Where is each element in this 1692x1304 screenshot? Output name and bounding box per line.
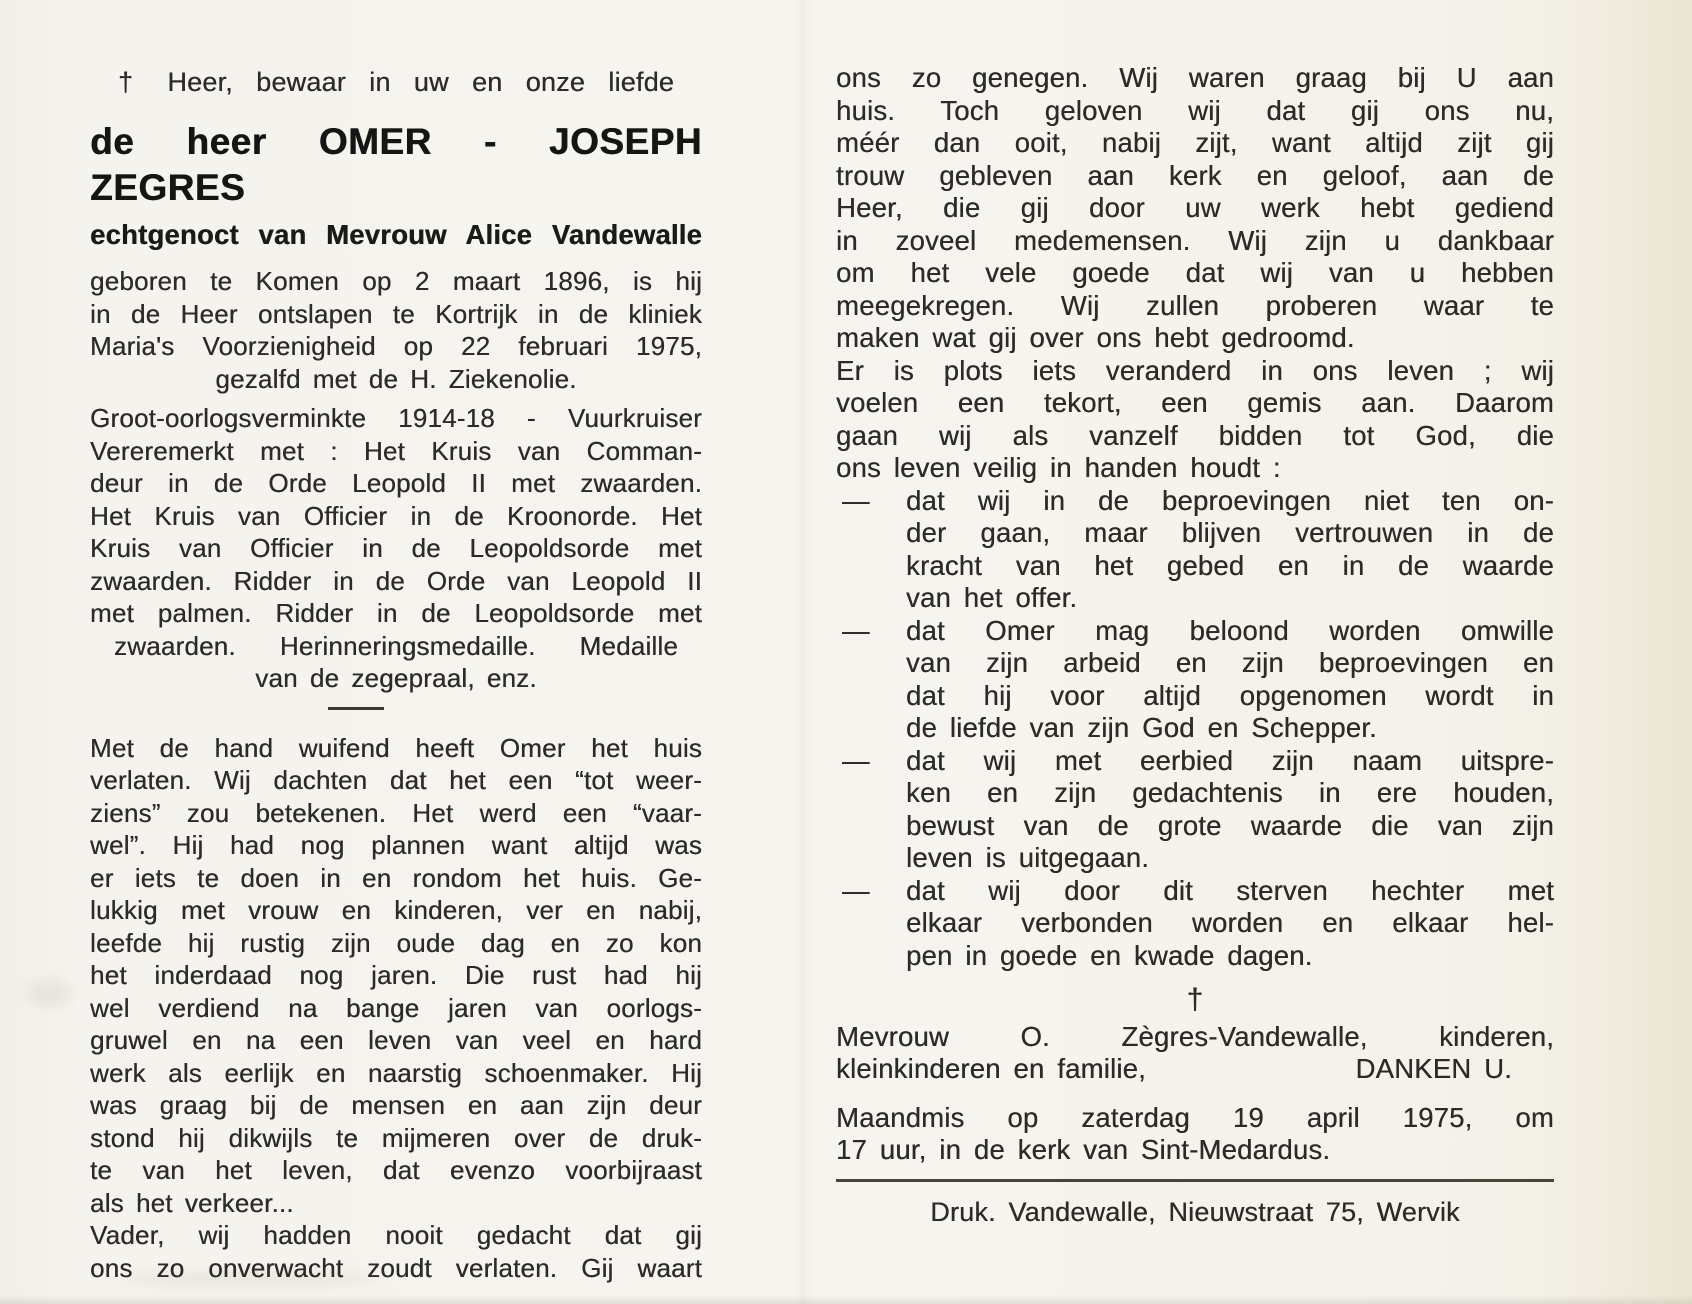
text-line: huis. Toch geloven wij dat gij ons nu, xyxy=(836,94,1554,126)
text-line: stond hij dikwijls te mijmeren over de druk- xyxy=(90,1122,702,1153)
text-line: van de zegepraal, enz. xyxy=(255,663,537,693)
text-line: de liefde van zijn God en Schepper. xyxy=(906,712,1377,743)
text-line: wel”. Hij had nog plannen want altijd was xyxy=(90,830,702,860)
text-line: met palmen. Ridder in de Leopoldsorde met xyxy=(90,598,702,628)
text-line: Er is plots iets veranderd in ons leven ; wij xyxy=(836,354,1554,386)
text-line: meegekregen. Wij zullen proberen waar te xyxy=(836,289,1554,321)
text-line: ziens” zou betekenen. Het werd een “vaar- xyxy=(90,797,702,828)
text-line: Met de hand wuifend heeft Omer het huis xyxy=(90,732,702,763)
text-line: zwaarden. Ridder in de Orde van Leopold II xyxy=(90,565,702,596)
text-line: van zijn arbeid en zijn beproevingen en xyxy=(906,647,1554,678)
left-column xyxy=(90,60,702,1284)
text-line: leefde hij rustig zijn oude dag en zo kon xyxy=(90,927,702,958)
text-line: 17 uur, in de kerk van Sint-Medardus. xyxy=(836,1134,1331,1165)
text-line: Heer, die gij door uw werk hebt gediend xyxy=(836,192,1554,223)
acknowledgement-line xyxy=(836,1053,1554,1086)
thanks-text: DANKEN U. xyxy=(1355,1053,1512,1084)
text-line: méér dan ooit, nabij zijt, want altijd zijt gij xyxy=(836,127,1554,158)
text-line: ons leven veilig in handen houdt : xyxy=(836,452,1281,483)
text-line: in zoveel medemensen. Wij zijn u dankbaar xyxy=(836,224,1554,256)
scan-smudge xyxy=(28,980,74,1006)
text-line: Het Kruis van Officier in de Kroonorde. Het xyxy=(90,500,702,531)
text-line: gezalfd met de H. Ziekenolie. xyxy=(215,363,577,394)
text-line: voelen een tekort, een gemis aan. Daarom xyxy=(836,387,1554,418)
text-line: te van het leven, dat evenzo voorbijraast xyxy=(90,1155,702,1185)
text-line: Mevrouw O. Zègres-Vandewalle, kinderen, xyxy=(836,1020,1554,1052)
text-line: Vereremerkt met : Het Kruis van Comman- xyxy=(90,435,702,466)
text-line: verlaten. Wij dachten dat het een “tot weer- xyxy=(90,765,702,795)
text-line: leven is uitgegaan. xyxy=(906,842,1150,873)
text-line: gaan wij als vanzelf bidden tot God, die xyxy=(836,419,1554,451)
text-line: dat wij door dit sterven hechter met xyxy=(906,874,1554,906)
intention-line xyxy=(836,615,1554,648)
text-line: dat Omer mag beloond worden omwille xyxy=(906,614,1554,646)
text-line: kracht van het gebed en in de waarde xyxy=(906,549,1554,581)
text-line: er iets te doen in en rondom het huis. Ge- xyxy=(90,862,702,893)
intention-line xyxy=(836,875,1554,908)
section-divider xyxy=(328,707,384,710)
text-line: was graag bij de mensen en aan zijn deur xyxy=(90,1090,702,1120)
text-line: maken wat gij over ons hebt gedroomd. xyxy=(836,322,1355,353)
bottom-rule xyxy=(836,1179,1554,1182)
text-line: Maandmis op zaterdag 19 april 1975, om xyxy=(836,1101,1554,1133)
dash-icon: — xyxy=(842,874,870,906)
text-line: bewust van de grote waarde die van zijn xyxy=(906,809,1554,841)
text-line: deur in de Orde Leopold II met zwaarden. xyxy=(90,468,702,498)
text-line: ken en zijn gedachtenis in ere houden, xyxy=(906,777,1554,808)
text-line: pen in goede en kwade dagen. xyxy=(906,939,1313,971)
intention-line xyxy=(836,745,1554,778)
dash-icon: — xyxy=(842,614,870,646)
opening-verse: † Heer, bewaar in uw en onze liefde xyxy=(118,67,674,97)
text-line: trouw gebleven aan kerk en geloof, aan de xyxy=(836,159,1554,191)
text-line: het inderdaad nog jaren. Die rust had hij xyxy=(90,960,702,990)
text-line: geboren te Komen op 2 maart 1896, is hij xyxy=(90,266,702,296)
text-line: van het offer. xyxy=(906,582,1078,613)
text-line: als het verkeer... xyxy=(90,1187,294,1218)
text-line: dat hij voor altijd opgenomen wordt in xyxy=(906,679,1554,711)
dash-icon: — xyxy=(842,484,870,516)
intention-line xyxy=(836,485,1554,518)
text-line: dat wij met eerbied zijn naam uitspre- xyxy=(906,744,1554,776)
text-line: werk als eerlijk en naarstig schoenmaker. Hij xyxy=(90,1057,702,1088)
text-line: Groot-oorlogsverminkte 1914-18 - Vuurkruiser xyxy=(90,403,702,433)
cross-symbol: † xyxy=(1186,983,1204,1016)
text-line: Vader, wij hadden nooit gedacht dat gij xyxy=(90,1220,702,1250)
text-line: om het vele goede dat wij van u hebben xyxy=(836,257,1554,288)
text-line: ons zo genegen. Wij waren graag bij U aan xyxy=(836,62,1554,93)
spouse-line: echtgenoct van Mevrouw Alice Vandewalle xyxy=(90,218,702,250)
deceased-name: de heer OMER - JOSEPH ZEGRES xyxy=(90,120,702,208)
text-line: wel verdiend na bange jaren van oorlogs- xyxy=(90,992,702,1023)
text-line: lukkig met vrouw en kinderen, ver en nabij, xyxy=(90,895,702,925)
text-line: Kruis van Officier in de Leopoldsorde met xyxy=(90,533,702,563)
text-line: der gaan, maar blijven vertrouwen in de xyxy=(906,517,1554,548)
printer-line: Druk. Vandewalle, Nieuwstraat 75, Wervik xyxy=(930,1196,1460,1227)
family-text: kleinkinderen en familie, xyxy=(836,1053,1146,1084)
text-line: ons zo onverwacht zoudt verlaten. Gij waart xyxy=(90,1252,702,1283)
text-line: in de Heer ontslapen te Kortrijk in de kliniek xyxy=(90,298,702,329)
text-line: zwaarden. Herinneringsmedaille. Medaille xyxy=(114,630,678,661)
text-line: dat wij in de beproevingen niet ten on- xyxy=(906,484,1554,516)
text-line: gruwel en na een leven van veel en hard xyxy=(90,1025,702,1055)
dash-icon: — xyxy=(842,744,870,776)
right-column xyxy=(836,62,1554,1228)
text-line: Maria's Voorzienigheid op 22 februari 1975, xyxy=(90,331,702,361)
center-fold-shadow xyxy=(794,0,812,1304)
text-line: elkaar verbonden worden en elkaar hel- xyxy=(906,907,1554,938)
